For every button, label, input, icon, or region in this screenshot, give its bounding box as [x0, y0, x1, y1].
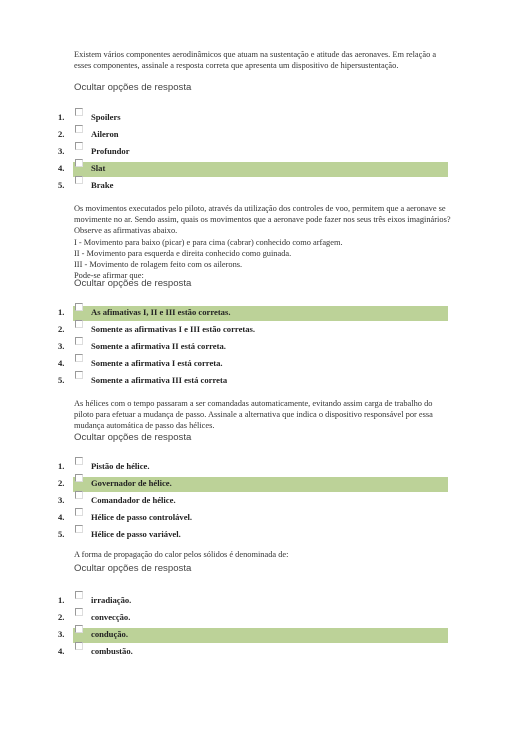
option-label: Aileron	[91, 129, 119, 139]
option-label: Somente a afirmativa II está correta.	[91, 341, 226, 351]
stem-line: I - Movimento para baixo (picar) e para cima (cabrar) conhecido como arfagem.	[74, 237, 343, 247]
option-label: Governador de hélice.	[91, 478, 172, 488]
option-number: 1.	[58, 595, 65, 605]
answer-option[interactable]	[0, 128, 520, 143]
hide-options-toggle[interactable]: Ocultar opções de resposta	[74, 432, 192, 443]
option-number: 4.	[58, 646, 65, 656]
hide-options-toggle[interactable]: Ocultar opções de resposta	[74, 82, 192, 93]
option-label: Somente a afirmativa III está correta	[91, 375, 228, 385]
option-label: irradiação.	[91, 595, 132, 605]
option-number: 5.	[58, 180, 65, 190]
option-label: Slat	[91, 163, 106, 173]
option-label: convecção.	[91, 612, 131, 622]
question-stem	[74, 398, 454, 432]
option-number: 2.	[58, 478, 65, 488]
answer-option-selected[interactable]	[0, 628, 520, 643]
answer-option-selected[interactable]	[0, 306, 520, 321]
option-checkbox[interactable]	[75, 303, 83, 311]
stem-paragraph: Os movimentos executados pelo piloto, através da utilização dos controles de voo, permitem que a aeronave se movimente no ar. Sendo assim, quais os movimentos que a aeronave pode fazer nos seus três eixos imaginários? Observe as afirmativas abaixo.	[74, 204, 451, 236]
stem-line: Pode-se afirmar que:	[74, 271, 144, 281]
option-checkbox[interactable]	[75, 337, 83, 345]
option-label: Hélice de passo controlável.	[91, 512, 193, 522]
selected-highlight	[73, 162, 448, 177]
option-label: Spoilers	[91, 112, 121, 122]
answer-option[interactable]	[0, 645, 520, 660]
answer-option-selected[interactable]	[0, 162, 520, 177]
stem-paragraph: Existem vários componentes aerodinâmicos que atuam na sustentação e atitude das aeronaves. Em relação a esses componentes, assinale a resposta correta que apresenta um dispositivo de hipersustentação.	[74, 50, 437, 71]
answer-option[interactable]	[0, 511, 520, 526]
hide-options-toggle[interactable]: Ocultar opções de resposta	[74, 563, 192, 574]
option-checkbox[interactable]	[75, 320, 83, 328]
option-number: 3.	[58, 629, 65, 639]
answer-option[interactable]	[0, 374, 520, 389]
stem-line: III - Movimento de rolagem feito com os ailerons.	[74, 260, 243, 270]
answer-option[interactable]	[0, 357, 520, 372]
option-number: 1.	[58, 112, 65, 122]
option-number: 3.	[58, 341, 65, 351]
option-number: 1.	[58, 307, 65, 317]
option-checkbox[interactable]	[75, 354, 83, 362]
answer-option[interactable]	[0, 494, 520, 509]
answer-option-selected[interactable]	[0, 477, 520, 492]
question-stem	[74, 549, 454, 560]
option-checkbox[interactable]	[75, 642, 83, 650]
option-number: 1.	[58, 461, 65, 471]
option-checkbox[interactable]	[75, 159, 83, 167]
option-checkbox[interactable]	[75, 474, 83, 482]
option-checkbox[interactable]	[75, 108, 83, 116]
answer-option[interactable]	[0, 340, 520, 355]
answer-option[interactable]	[0, 594, 520, 609]
option-checkbox[interactable]	[75, 508, 83, 516]
option-label: Somente as afirmativas I e III estão corretas.	[91, 324, 256, 334]
option-label: Comandador de hélice.	[91, 495, 176, 505]
option-checkbox[interactable]	[75, 525, 83, 533]
option-number: 3.	[58, 146, 65, 156]
selected-highlight	[73, 628, 448, 643]
option-number: 2.	[58, 324, 65, 334]
question-stem	[74, 203, 454, 281]
option-checkbox[interactable]	[75, 608, 83, 616]
option-label: condução.	[91, 629, 129, 639]
option-label: Somente a afirmativa I está correta.	[91, 358, 223, 368]
option-checkbox[interactable]	[75, 125, 83, 133]
answer-option[interactable]	[0, 460, 520, 475]
option-number: 2.	[58, 612, 65, 622]
option-number: 5.	[58, 375, 65, 385]
option-label: combustão.	[91, 646, 133, 656]
option-number: 4.	[58, 358, 65, 368]
answer-option[interactable]	[0, 179, 520, 194]
stem-paragraph: A forma de propagação do calor pelos sólidos é denominada de:	[74, 550, 289, 559]
stem-line: II - Movimento para esquerda e direita conhecido como guinada.	[74, 248, 292, 258]
hide-options-toggle[interactable]: Ocultar opções de resposta	[74, 278, 192, 289]
stem-paragraph: As hélices com o tempo passaram a ser comandadas automaticamente, evitando assim carga de trabalho do piloto para efetuar a mudança de passo. Assinale a alternativa que indica o dispositivo responsável por essa mudança automática de passo das hélices.	[74, 399, 433, 431]
option-label: Profundor	[91, 146, 130, 156]
option-checkbox[interactable]	[75, 625, 83, 633]
answer-option[interactable]	[0, 111, 520, 126]
answer-option[interactable]	[0, 611, 520, 626]
option-number: 5.	[58, 529, 65, 539]
option-label: Brake	[91, 180, 114, 190]
option-number: 4.	[58, 163, 65, 173]
answer-option[interactable]	[0, 528, 520, 543]
answer-option[interactable]	[0, 145, 520, 160]
option-number: 3.	[58, 495, 65, 505]
option-checkbox[interactable]	[75, 176, 83, 184]
option-number: 2.	[58, 129, 65, 139]
option-checkbox[interactable]	[75, 371, 83, 379]
option-checkbox[interactable]	[75, 491, 83, 499]
option-label: Hélice de passo variável.	[91, 529, 181, 539]
option-label: Pistão de hélice.	[91, 461, 150, 471]
option-checkbox[interactable]	[75, 142, 83, 150]
option-label: As afimativas I, II e III estão corretas.	[91, 307, 231, 317]
option-number: 4.	[58, 512, 65, 522]
question-stem	[74, 49, 454, 71]
option-checkbox[interactable]	[75, 591, 83, 599]
answer-option[interactable]	[0, 323, 520, 338]
option-checkbox[interactable]	[75, 457, 83, 465]
